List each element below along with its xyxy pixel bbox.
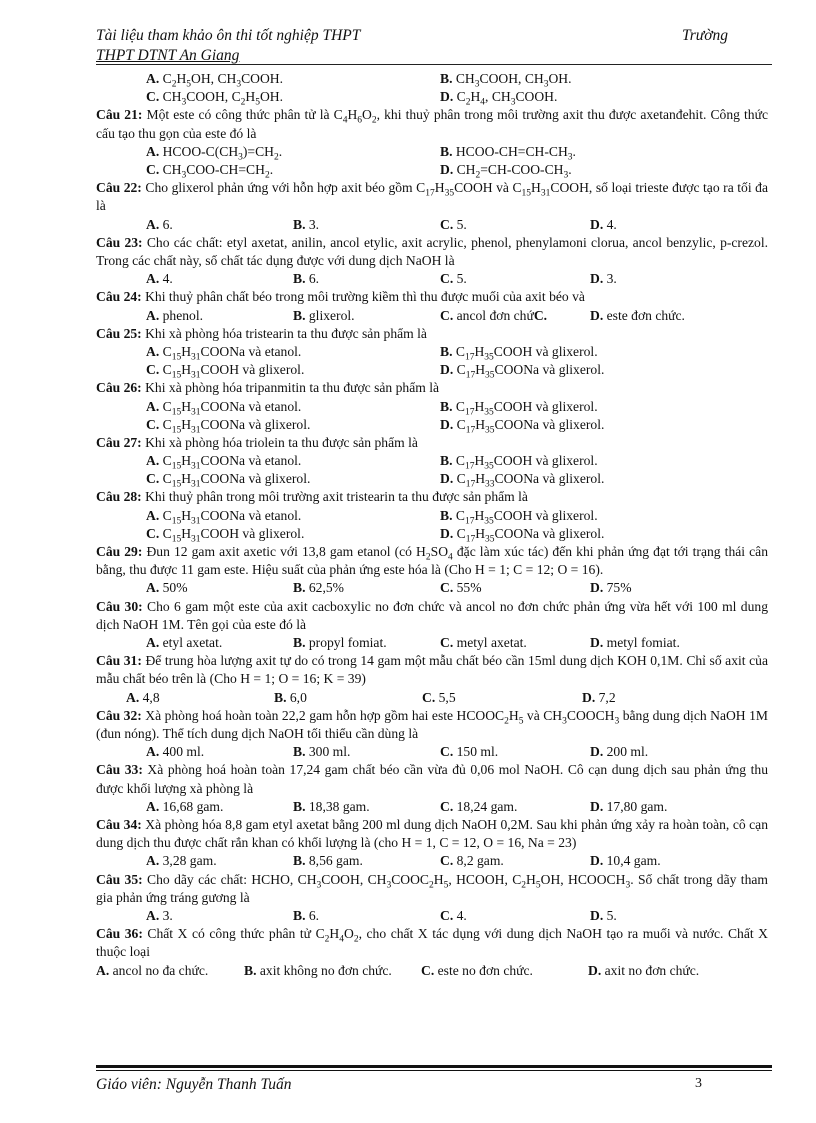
header-divider (96, 64, 772, 65)
answer-option: B. propyl fomiat. (293, 635, 387, 651)
answer-option: A. phenol. (146, 307, 204, 323)
answer-option: A. 3,28 gam. (146, 853, 217, 869)
answer-options-row (96, 507, 768, 525)
question-text: Câu 21: Một este có công thức phân tử là $C_4H_6O_2$, khi thuỷ phân trong môi trường axit thu được axetanđehit. Công thức cấu tạo thu gọn của este đó là (96, 107, 768, 141)
answer-options-row (96, 398, 768, 416)
answer-option: C. 5,5 (422, 689, 456, 705)
answer-option: C. 5. (440, 271, 467, 287)
answer-option: A. 16,68 gam. (146, 798, 224, 814)
answer-option: D. 5. (590, 908, 617, 924)
answer-options-row (96, 743, 768, 761)
answer-option: D. $C_2H_4$, $CH_3COOH$. (440, 89, 558, 108)
answer-options-row (96, 343, 768, 361)
answer-option: D. $CH_2=CH-COO-CH_3$. (440, 161, 572, 181)
answer-option: C. 55% (440, 580, 482, 596)
answer-options-row (96, 907, 768, 925)
answer-option: A. HCOO-$C(CH_3)=CH_2$. (146, 143, 283, 163)
answer-option: D. 3. (590, 271, 617, 287)
answer-option: A. $C_2H_5OH$, $CH_3COOH$. (146, 71, 284, 90)
answer-option: B. 6. (293, 271, 320, 287)
answer-options-row (96, 361, 768, 379)
answer-option: C. 5. (440, 216, 467, 232)
question-text: Câu 36: Chất X có công thức phân tử $C_2H_4O_2$, cho chất X tác dụng với dung dịch NaOH tạo ra muối và nước. Chất X thuộc loại (96, 926, 768, 960)
answer-options-row (96, 962, 768, 980)
question-text: Câu 32: Xà phòng hoá hoàn toàn 22,2 gam hỗn hợp gồm hai este $HCOOC_2H_5$ và $CH_3COOCH_3$ bằng dung dịch NaOH 1M (đun nóng). Thể tích dung dịch NaOH tối thiểu cần dùng là (96, 707, 768, 742)
answer-option: B. $C_{17}H_{35}COOH$ và glixerol. (440, 398, 598, 418)
question-list (96, 70, 768, 980)
answer-options-row (96, 579, 768, 597)
answer-option: B. axit không no đơn chức. (244, 962, 392, 978)
answer-option: A. $C_{15}H_{31}COONa$ và etanol. (146, 398, 302, 418)
answer-option: B. 300 ml. (293, 744, 351, 760)
answer-option: B. 6. (293, 908, 320, 924)
header-school-label: Trường (681, 27, 728, 44)
question-text: Câu 31: Để trung hòa lượng axit tự do có trong 14 gam một mẫu chất béo cần 15ml dung dịch KOH 0,1M. Chỉ số axit của mẫu chất béo trên là (Cho H = 1; O = 16; K = 39) (96, 653, 768, 687)
answer-option: C. ancol đơn chứC. (440, 307, 548, 323)
answer-option: A. 4,8 (126, 689, 160, 705)
answer-option: D. 7,2 (582, 689, 616, 705)
answer-option: C. 18,24 gam. (440, 798, 518, 814)
answer-option: C. 4. (440, 908, 467, 924)
question-text: Câu 22: Cho glixerol phản ứng với hỗn hợp axit béo gồm $C_{17}H_{35}COOH$ và $C_{15}H_{31}COOH$, số loại trieste được tạo ra tối đa là (96, 180, 768, 214)
answer-options-row (96, 852, 768, 870)
question-text: Câu 30: Cho 6 gam một este của axit cacboxylic no đơn chức và ancol no đơn chức phản ứng vừa hết với 100 ml dung dịch NaOH 1M. Tên gọi của este đó là (96, 598, 768, 632)
footer-divider-thin (96, 1070, 772, 1071)
answer-options-row (96, 689, 768, 707)
footer-teacher: Giáo viên: Nguyễn Thanh Tuấn (96, 1076, 292, 1093)
answer-option: C. este no đơn chức. (421, 962, 533, 978)
answer-option: A. 400 ml. (146, 744, 205, 760)
answer-option: C. $CH_3COOH$, $C_2H_5OH$. (146, 89, 284, 108)
question-text: Câu 33: Xà phòng hoá hoàn toàn 17,24 gam chất béo cần vừa đủ 0,06 mol NaOH. Cô cạn dung dịch sau phản ứng thu được khối lượng xà phòng là (96, 762, 768, 796)
question-text: Câu 35: Cho dãy các chất: HCHO, $CH_3COOH$, $CH_3COOC_2H_5$, HCOOH, $C_2H_5OH$, $HCOOCH_3$. Số chất trong dãy tham gia phản ứng tráng gương là (96, 871, 768, 905)
answer-option: A. 3. (146, 908, 173, 924)
answer-option: C. metyl axetat. (440, 635, 527, 651)
question-text: Câu 28: Khi thuỷ phân trong môi trường axit tristearin ta thu được sản phẩm là (96, 489, 528, 505)
answer-options-row (96, 634, 768, 652)
answer-option: B. 3. (293, 216, 320, 232)
header-title: Tài liệu tham khảo ôn thi tốt nghiệp THPT (96, 27, 361, 44)
answer-option: B. 18,38 gam. (293, 798, 370, 814)
question-text: Câu 34: Xà phòng hóa 8,8 gam etyl axetat bằng 200 ml dung dịch NaOH 0,2M. Sau khi phản ứng xảy ra hoàn toàn, cô cạn dung dịch thu được chất rắn khan có khối lượng là (cho H = 1, C = 12, O = 16, Na = 23) (96, 817, 768, 851)
answer-option: D. este đơn chức. (590, 307, 685, 323)
answer-option: C. 8,2 gam. (440, 853, 504, 869)
answer-options-row (96, 525, 768, 543)
answer-options-row (96, 216, 768, 234)
answer-option: C. $CH_3COO-CH=CH_2$. (146, 161, 274, 181)
footer-divider-thick (96, 1065, 772, 1068)
page-footer (96, 1076, 772, 1094)
answer-option: B. $C_{17}H_{35}COOH$ và glixerol. (440, 343, 598, 363)
question-text: Câu 25: Khi xà phòng hóa tristearin ta thu được sản phẩm là (96, 325, 427, 341)
answer-option: D. $C_{17}H_{35}COONa$ và glixerol. (440, 362, 605, 381)
answer-option: C. $C_{15}H_{31}COONa$ và glixerol. (146, 471, 311, 490)
answer-option: B. 62,5% (293, 580, 344, 596)
answer-options-row (96, 452, 768, 470)
answer-option: C. $C_{15}H_{31}COONa$ và glixerol. (146, 416, 311, 436)
answer-option: D. axit no đơn chức. (588, 962, 700, 978)
answer-option: A. 50% (146, 580, 188, 596)
answer-options-row (96, 70, 768, 88)
answer-option: B. $C_{17}H_{35}COOH$ và glixerol. (440, 453, 598, 472)
page-number: 3 (695, 1076, 702, 1091)
question-text: Câu 26: Khi xà phòng hóa tripanmitin ta thu được sản phẩm là (96, 380, 440, 396)
answer-option: D. $C_{17}H_{33}COONa$ và glixerol. (440, 471, 605, 490)
answer-option: C. $C_{15}H_{31}COOH$ và glixerol. (146, 362, 305, 381)
answer-options-row (96, 416, 768, 434)
answer-option: A. 4. (146, 271, 173, 287)
answer-option: C. 150 ml. (440, 744, 499, 760)
answer-options-row (96, 307, 768, 325)
answer-options-row (96, 88, 768, 106)
question-text: Câu 24: Khi thuỷ phân chất béo trong môi trường kiềm thì thu được muối của axit béo và (96, 289, 585, 305)
answer-options-row (96, 798, 768, 816)
answer-option: D. 200 ml. (590, 744, 649, 760)
answer-options-row (96, 470, 768, 488)
header-school: THPT DTNT An Giang (96, 47, 240, 64)
answer-option: D. 4. (590, 216, 617, 232)
answer-option: A. ancol no đa chức. (96, 962, 209, 978)
answer-option: B. 8,56 gam. (293, 853, 363, 869)
question-text: Câu 27: Khi xà phòng hóa triolein ta thu được sản phẩm là (96, 434, 418, 450)
answer-option: D. 75% (590, 580, 632, 596)
answer-option: D. 10,4 gam. (590, 853, 661, 869)
answer-options-row (96, 161, 768, 179)
answer-option: D. $C_{17}H_{35}COONa$ và glixerol. (440, 525, 605, 545)
answer-option: B. 6,0 (274, 689, 307, 705)
answer-option: A. etyl axetat. (146, 635, 223, 651)
answer-option: D. metyl fomiat. (590, 635, 680, 651)
answer-option: B. glixerol. (293, 307, 355, 323)
answer-option: C. $C_{15}H_{31}COOH$ và glixerol. (146, 525, 305, 545)
answer-option: A. 6. (146, 216, 173, 232)
question-text: Câu 29: Đun 12 gam axit axetic với 13,8 gam etanol (có $H_2SO_4$ đặc làm xúc tác) đến khi phản ứng đạt tới trạng thái cân bằng, thu được 11 gam este. Hiệu suất của phản ứng este hóa là (Cho H = 1; C = 12; O = 16). (96, 544, 768, 578)
answer-option: A. $C_{15}H_{31}COONa$ và etanol. (146, 453, 302, 472)
answer-options-row (96, 270, 768, 288)
answer-options-row (96, 143, 768, 161)
answer-option: B. HCOO-$CH=CH-CH_3$. (440, 143, 576, 163)
answer-option: A. $C_{15}H_{31}COONa$ và etanol. (146, 343, 302, 363)
answer-option: D. $C_{17}H_{35}COONa$ và glixerol. (440, 416, 605, 436)
answer-option: D. 17,80 gam. (590, 798, 668, 814)
answer-option: A. $C_{15}H_{31}COONa$ và etanol. (146, 507, 302, 527)
question-text: Câu 23: Cho các chất: etyl axetat, anilin, ancol etylic, axit acrylic, phenol, phenylamoni clorua, ancol benzylic, p-crezol. Trong các chất này, số chất tác dụng được với dung dịch NaOH là (96, 234, 768, 268)
answer-option: B. $CH_3COOH$, $CH_3OH$. (440, 71, 572, 90)
answer-option: B. $C_{17}H_{35}COOH$ và glixerol. (440, 507, 598, 527)
